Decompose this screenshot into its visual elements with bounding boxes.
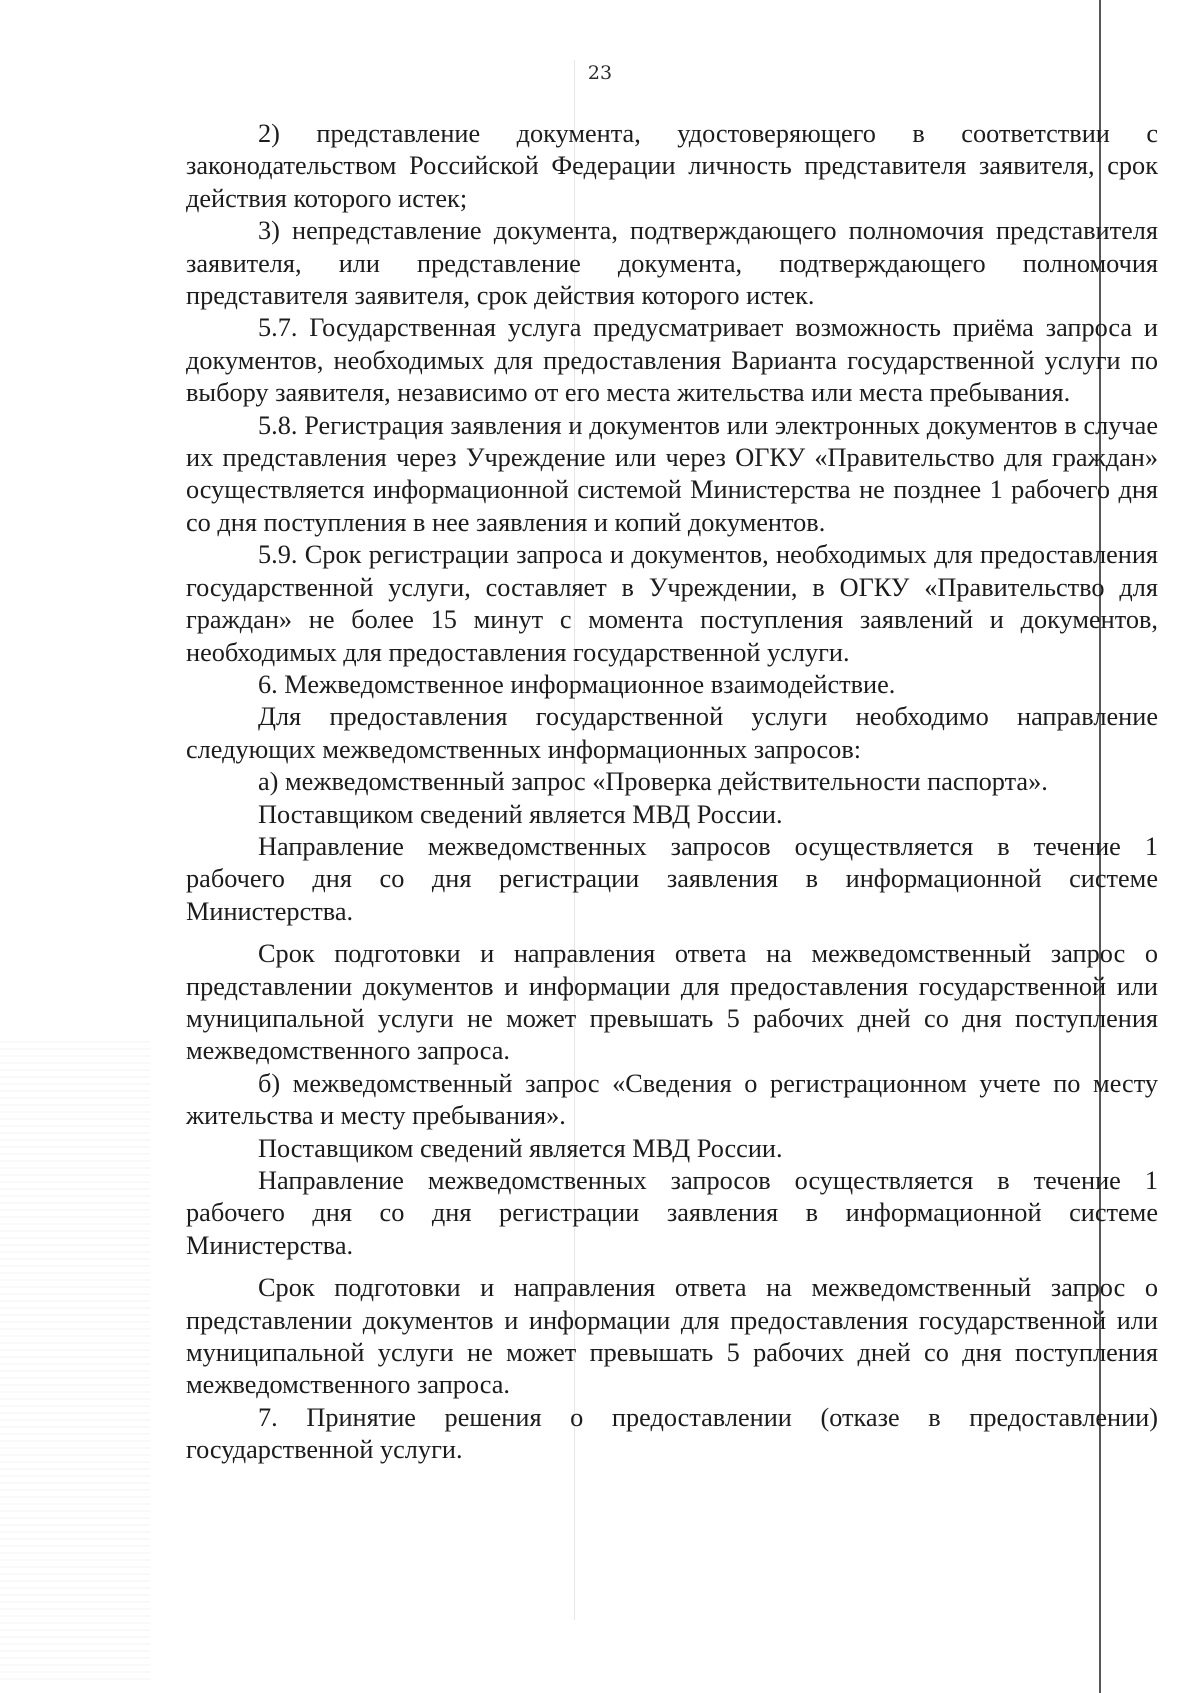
paragraph-interagency-intro: Для предоставления государственной услуги необходимо направление следующих межведомственных информационных запросов: <box>186 702 1158 764</box>
paragraph-request-a: а) межведомственный запрос «Проверка действительности паспорта». <box>258 767 1048 797</box>
paragraph-5-8: 5.8. Регистрация заявления и документов или электронных документов в случае их представления через Учреждение или через ОГКУ «Правительство для граждан» осуществляется информационной системой Министерства не позднее 1 рабочего дня со дня поступления в нее заявления и копий документов. <box>186 410 1158 537</box>
paragraph-provider-a: Поставщиком сведений является МВД России. <box>258 799 783 829</box>
paragraph-refusal-item-2: 2) представление документа, удостоверяющего в соответствии с законодательством Российской Федерации личность представителя заявителя, срок действия которого истек; <box>186 119 1158 213</box>
paragraph-5-7: 5.7. Государственная услуга предусматривает возможность приёма запроса и документов, необходимых для предоставления Варианта государственной услуги по выбору заявителя, независимо от его места жительства или места пребывания. <box>186 313 1158 408</box>
section-heading-7: 7. Принятие решения о предоставлении (отказе в предоставлении) государственной услуги. <box>186 1402 1158 1465</box>
paragraph-deadline-a: Срок подготовки и направления ответа на межведомственный запрос о представлении документов и информации для предоставления государственной или муниципальной услуги не может превышать 5 рабочих дней со дня поступления межведомственного запроса. <box>186 939 1158 1066</box>
section-heading-6: 6. Межведомственное информационное взаимодействие. <box>258 669 896 699</box>
paragraph-direction-b: Направление межведомственных запросов осуществляется в течение 1 рабочего дня со дня регистрации заявления в информационной системе Министерства. <box>186 1166 1158 1260</box>
paragraph-request-b: б) межведомственный запрос «Сведения о регистрационном учете по месту жительства и месту пребывания». <box>186 1068 1158 1131</box>
scan-edge-noise <box>0 1040 150 1680</box>
page-number: 23 <box>587 62 613 84</box>
document-body <box>186 118 1158 1467</box>
paragraph-provider-b: Поставщиком сведений является МВД России. <box>258 1133 783 1163</box>
paragraph-refusal-item-3: 3) непредставление документа, подтверждающего полномочия представителя заявителя, или представление документа, подтверждающего полномочия представителя заявителя, срок действия которого истек. <box>186 216 1158 311</box>
paragraph-5-9: 5.9. Срок регистрации запроса и документов, необходимых для предоставления государственной услуги, составляет в Учреждении, в ОГКУ «Правительство для граждан» не более 15 минут с момента поступления заявлений и документов, необходимых для предоставления государственной услуги. <box>186 540 1158 667</box>
paragraph-deadline-b: Срок подготовки и направления ответа на межведомственный запрос о представлении документов и информации для предоставления государственной или муниципальной услуги не может превышать 5 рабочих дней со дня поступления межведомственного запроса. <box>186 1273 1158 1400</box>
paragraph-direction-a: Направление межведомственных запросов осуществляется в течение 1 рабочего дня со дня регистрации заявления в информационной системе Министерства. <box>186 831 1158 926</box>
